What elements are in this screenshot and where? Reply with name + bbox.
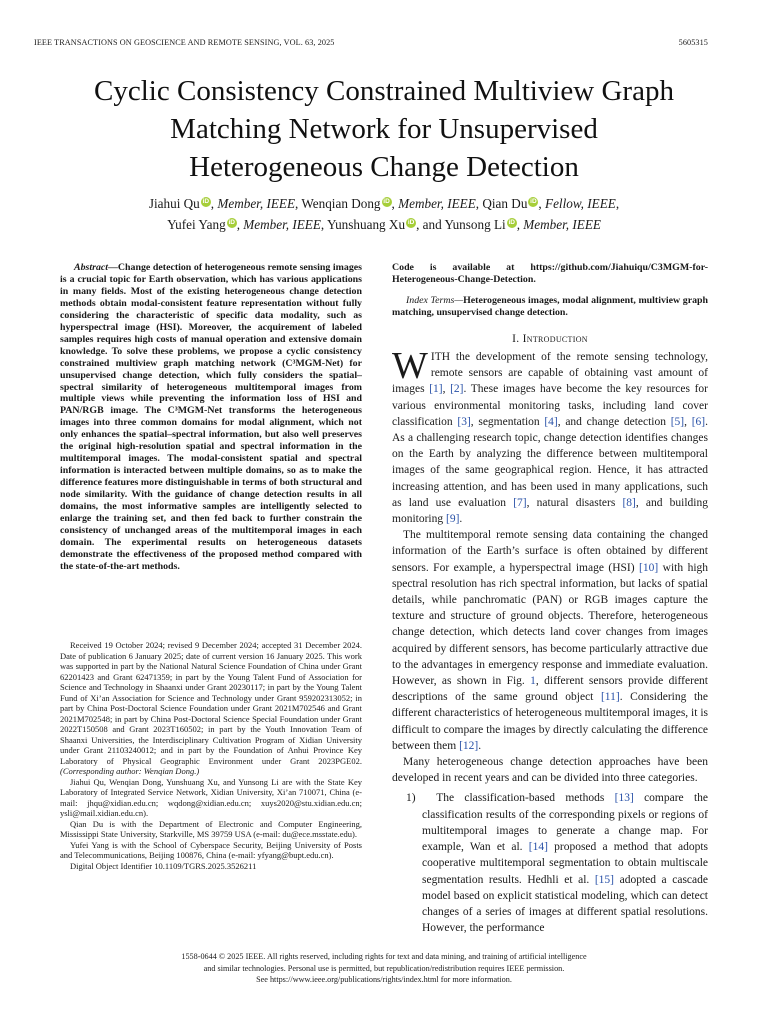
- abstract: [60, 262, 362, 573]
- citation-link[interactable]: [4]: [544, 415, 558, 428]
- corresponding-author: (Corresponding author: Wenqian Dong.): [60, 766, 200, 776]
- citation-link[interactable]: [15]: [594, 873, 615, 886]
- index-terms: Index Terms—Heterogeneous images, modal alignment, multiview graph matching, unsupervised change detection.: [392, 295, 708, 318]
- footnote-affiliation: Yufei Yang is with the School of Cyberspace Security, Beijing University of Posts and Telecommunications, Beijing 100876, China (e-mail: yfyang@bupt.edu.cn).: [60, 839, 362, 860]
- footnote-affiliation: Jiahui Qu, Wenqian Dong, Yunshuang Xu, and Yunsong Li are with the State Key Laboratory of Integrated Service Network, Xidian University, Xi’an 710071, China (e-mail: jhqu@xidian.edu.cn; wqdong@xidian.edu.cn; xuys2020@stu.xidian.edu.cn; ysli@mail.xidian.edu.cn).: [60, 776, 362, 818]
- orcid-icon[interactable]: iD: [228, 219, 235, 226]
- drop-cap: W: [392, 345, 428, 387]
- citation-link[interactable]: [6]: [691, 415, 706, 428]
- footnote-affiliation: Qian Du is with the Department of Electronic and Computer Engineering, Mississippi State University, Starkville, MS 39759 USA (e-mail: du@ece.msstate.edu).: [60, 818, 362, 839]
- citation-link[interactable]: [12]: [459, 739, 479, 752]
- author-list: [40, 193, 728, 235]
- footer-line: and similar technologies. Personal use is permitted, but republication/redistribution requires IEEE permission.: [203, 963, 565, 973]
- paper-title: [40, 72, 728, 186]
- orcid-icon[interactable]: iD: [530, 198, 537, 205]
- author-name: Qian Du: [482, 196, 528, 211]
- title-line-1: Cyclic Consistency Constrained Multiview Graph: [94, 75, 674, 107]
- author-line-1: Jiahui Qu iD , Member, IEEE, Wenqian Dong iD , Member, IEEE, Qian Du iD , Fellow, IEEE,: [148, 196, 620, 211]
- orcid-icon[interactable]: iD: [383, 198, 390, 205]
- citation-link[interactable]: [3]: [457, 415, 471, 428]
- author-grade: Member, IEEE: [243, 217, 321, 232]
- citation-link[interactable]: [1]: [429, 383, 443, 396]
- author-name: Wenqian Dong: [301, 196, 381, 211]
- footnotes: [60, 640, 362, 871]
- orcid-icon[interactable]: iD: [508, 219, 515, 226]
- footnote-received: Received 19 October 2024; revised 9 December 2024; accepted 31 December 2024. Date of publication 6 January 2025; date of current version 16 January 2025. This work was supported in part by the National Natural Science Foundation of China under Grant 62201423 and Grant 62471359; in part by the Young Talent Fund of Association for Science and Technology in Shaanxi under Grant 20230117; in part by the Young Talent Fund of Xi’an Association for Science and Technology under Grant 959202313052; in part by China Post-Doctoral Science Foundation under Grant 2021M702546 and Grant 2021M702548; in part by China Post-Doctoral Science Special Foundation under Grant 2022T150508 and Grant 2023T160502; in part by the Youth Innovation Team of Shaanxi Universities, the Interdisciplinary Cultivation Program of Xidian University under Grant 21103240012; and in part by the Foundation of Anhui Province Key Laboratory of Physical Geographic Environment under Grant 2023PGE02. (Corresponding author: Wenqian Dong.): [60, 640, 362, 776]
- index-terms-label: Index Terms—: [406, 295, 464, 306]
- citation-link[interactable]: [2]: [450, 383, 464, 396]
- list-number: 1): [406, 792, 416, 805]
- section-heading: [392, 333, 708, 345]
- author-name: Yunshuang Xu: [327, 217, 406, 232]
- title-line-2: Matching Network for Unsupervised: [170, 113, 598, 145]
- right-column: [392, 262, 708, 936]
- intro-paragraph-2: The multitemporal remote sensing data containing the changed information of the Earth’s surface is often obtained by different sensors. For example, a hyperspectral image (HSI) [10] with high spectral resolution has rich spectral information, but lacks of spatial details, while panchromatic (PAN) or RGB images capture the texture and structure of ground objects. Therefore, heterogeneous change detection, which detects land cover changes from images acquired by different sensors, has become particularly attractive due to the advantages in emergency response and immediate evaluation. However, as shown in Fig. 1, different sensors provide different descriptions of the same ground object [11]. Considering the different characteristics of heterogeneous multitemporal images, it is difficult to compare the images by directly calculating the difference between them [12].: [392, 529, 709, 752]
- running-header: [34, 38, 708, 50]
- list-item: 1) The classification-based methods [13] compare the classification results of the corresponding pixels or regions of multitemporal images to generate a change map. For example, Wan et al. [14] proposed a method that adopts cooperative multitemporal segmentation to obtain multiscale segmentation results. Hedhli et al. [15] adopted a cascade model based on explicit statistical modeling, which can detect changes of a series of images at different spatial resolutions. However, the performance: [406, 792, 709, 935]
- author-name: Jiahui Qu: [148, 196, 200, 211]
- journal-name: IEEE TRANSACTIONS ON GEOSCIENCE AND REMOTE SENSING, VOL. 63, 2025: [34, 38, 335, 47]
- author-grade: Fellow, IEEE: [545, 196, 616, 211]
- citation-link[interactable]: [8]: [622, 496, 636, 509]
- footer-line[interactable]: See https://www.ieee.org/publications/rights/index.html for more information.: [256, 975, 512, 984]
- author-name: Yunsong Li: [444, 217, 506, 232]
- orcid-icon[interactable]: iD: [407, 219, 415, 226]
- article-number: 5605315: [678, 38, 708, 47]
- citation-link[interactable]: [10]: [639, 561, 659, 574]
- copyright-footer: [40, 951, 728, 986]
- footer-line: 1558-0644 © 2025 IEEE. All rights reserved, including rights for text and data mining, and training of artificial intelligence: [181, 952, 587, 961]
- citation-link[interactable]: [5]: [670, 415, 685, 428]
- code-availability[interactable]: Code is available at https://github.com/Jiahuiqu/C3MGM-for-Heterogeneous-Change-Detection.: [392, 262, 708, 285]
- intro-paragraph-1: WITH the development of the remote sensing technology, remote sensors are capable of obtaining vast amount of images [1], [2]. These images have become the key resources for various environmental monitoring tasks, including land cover classification [3], segmentation [4], and change detection [5], [6]. As a challenging research topic, change detection identifies changes on the Earth by analyzing the difference between multitemporal images of the same geographical region. Hence, it has attracted increasing attention, and has been used in many applications, such as land use evaluation [7], natural disasters [8], and building monitoring [9].: [392, 345, 709, 526]
- author-grade: Member, IEEE: [523, 217, 601, 232]
- citation-link[interactable]: [9]: [446, 513, 460, 526]
- abstract-text: Change detection of heterogeneous remote sensing images is a crucial topic for Earth observation, which has various applications in many fields. Most of the existing heterogeneous change detection methods obtain modal-consistent feature representation without fully considering the characteristic of specific data modality, such as hyperspectral image (HSI). Moreover, the acquirement of labeled samples requires high costs of manual operation and extensive domain knowledge. To solve these problems, we propose a cyclic consistency constrained multiview graph matching network (C³MGM-Net) for unsupervised change detection, which fully considers the spatial–spectral similarity of heterogeneous multitemporal images from multiple views while preventing the information loss of HSI and PAN/RGB image. The C³MGM-Net transforms the heterogeneous images into three common domains for modal alignment, which not only enhances the spatial–spectral information, but also well preserves the original high-resolution spatial and spectral information in the multitemporal images. The modal-consistent spatial and spectral information is interacted between multiple domains, so as to make the difference features more distinguishable in terms of both structural and node similarity. With the guidance of change detection results in all domains, the most informative samples are intelligently selected to enlarge the training set, and then fed back to further constrain the consistency of unchanged areas of the multitemporal images in each domain. The experimental results on heterogeneous datasets demonstrate the effectiveness of the proposed method compared with the state-of-the-art methods.: [60, 262, 362, 572]
- citation-link[interactable]: [14]: [528, 841, 548, 854]
- author-grade: Member, IEEE: [217, 196, 296, 211]
- citation-link[interactable]: [11]: [600, 691, 620, 704]
- left-column: [60, 262, 362, 573]
- figure-link[interactable]: 1: [530, 675, 536, 688]
- doi[interactable]: Digital Object Identifier 10.1109/TGRS.2025.3526211: [70, 860, 257, 871]
- intro-paragraph-3: Many heterogeneous change detection approaches have been developed in recent years and can be divided into three categories.: [392, 756, 708, 785]
- title-line-3: Heterogeneous Change Detection: [189, 151, 579, 183]
- section-number: I.: [512, 333, 520, 345]
- author-line-2: Yufei Yang iD , Member, IEEE, Yunshuang Xu iD , and Yunsong Li iD , Member, IEEE: [167, 217, 601, 232]
- author-name: Yufei Yang: [167, 217, 226, 232]
- abstract-label: Abstract—: [74, 262, 118, 273]
- author-grade: Member, IEEE: [398, 196, 476, 211]
- section-title: Introduction: [522, 333, 588, 345]
- citation-link[interactable]: [13]: [614, 792, 634, 805]
- orcid-icon[interactable]: iD: [202, 198, 210, 205]
- citation-link[interactable]: [7]: [513, 496, 527, 509]
